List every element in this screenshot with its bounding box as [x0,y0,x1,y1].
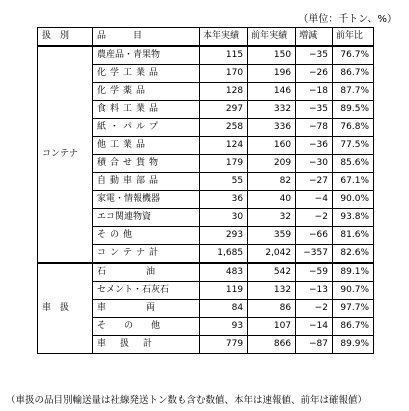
change-value: −357 [296,245,333,264]
subtotal-label: 車扱計 [93,336,200,354]
ratio-value: 97.7% [332,300,373,318]
ratio-value: 90.0% [332,191,373,209]
change-value: −13 [296,282,333,300]
change-value: −4 [296,191,333,209]
this-year-value: 36 [200,191,248,209]
item-label: 家電・情報機器 [93,191,200,209]
prev-year-value: 332 [248,101,296,119]
ratio-value: 85.6% [332,155,373,173]
category-carload: 車 扱 [38,263,93,354]
this-year-value: 1,685 [200,245,248,264]
ratio-value: 67.1% [332,173,373,191]
footnote: （車扱の品目別輸送量は社線発送トン数も含む数値、本年は速報値、前年は確報値） [6,395,368,406]
prev-year-value: 209 [248,155,296,173]
change-value: −35 [296,101,333,119]
ratio-value: 89.9% [332,336,373,354]
prev-year-value: 150 [248,46,296,65]
prev-year-value: 32 [248,209,296,227]
item-label: 食料工業品 [93,101,200,119]
header-row [38,28,374,47]
this-year-value: 179 [200,155,248,173]
this-year-value: 128 [200,83,248,101]
ratio-value: 89.5% [332,101,373,119]
prev-year-value: 196 [248,65,296,83]
change-value: −35 [296,46,333,65]
header-change: 増減 [296,28,333,47]
prev-year-value: 866 [248,336,296,354]
ratio-value: 81.6% [332,227,373,245]
this-year-value: 55 [200,173,248,191]
header-ratio: 前年比 [332,28,373,47]
this-year-value: 258 [200,119,248,137]
item-label: その他 [93,318,200,336]
ratio-value: 87.7% [332,83,373,101]
prev-year-value: 359 [248,227,296,245]
item-label: 化学薬品 [93,83,200,101]
prev-year-value: 2,042 [248,245,296,264]
header-this-year: 本年実績 [200,28,248,47]
prev-year-value: 86 [248,300,296,318]
prev-year-value: 132 [248,282,296,300]
change-value: −26 [296,65,333,83]
unit-note: （単位：千トン、%） [298,14,397,25]
this-year-value: 30 [200,209,248,227]
this-year-value: 779 [200,336,248,354]
table-row [38,263,374,282]
this-year-value: 483 [200,263,248,282]
prev-year-value: 107 [248,318,296,336]
change-value: −14 [296,318,333,336]
category-container: コンテナ [38,46,93,263]
prev-year-value: 40 [248,191,296,209]
item-label: 農産品・青果物 [93,46,200,65]
this-year-value: 84 [200,300,248,318]
change-value: −2 [296,300,333,318]
change-value: −30 [296,155,333,173]
this-year-value: 170 [200,65,248,83]
this-year-value: 297 [200,101,248,119]
change-value: −78 [296,119,333,137]
this-year-value: 115 [200,46,248,65]
ratio-value: 89.1% [332,263,373,282]
subtotal-label: コンテナ計 [93,245,200,264]
item-label: 化学工業品 [93,65,200,83]
change-value: −36 [296,137,333,155]
ratio-value: 86.7% [332,318,373,336]
header-category: 扱 別 [38,28,93,47]
prev-year-value: 336 [248,119,296,137]
item-label: 車両 [93,300,200,318]
freight-table [37,27,374,354]
prev-year-value: 146 [248,83,296,101]
item-label: 石油 [93,263,200,282]
ratio-value: 90.7% [332,282,373,300]
change-value: −59 [296,263,333,282]
prev-year-value: 160 [248,137,296,155]
item-label: エコ関連物資 [93,209,200,227]
ratio-value: 76.7% [332,46,373,65]
prev-year-value: 542 [248,263,296,282]
ratio-value: 86.7% [332,65,373,83]
this-year-value: 119 [200,282,248,300]
prev-year-value: 82 [248,173,296,191]
change-value: −27 [296,173,333,191]
ratio-value: 93.8% [332,209,373,227]
change-value: −2 [296,209,333,227]
ratio-value: 77.5% [332,137,373,155]
header-item: 品 目 [93,28,200,47]
item-label: 他工業品 [93,137,200,155]
item-label: その他 [93,227,200,245]
header-prev-year: 前年実績 [248,28,296,47]
item-label: 自動車部品 [93,173,200,191]
this-year-value: 293 [200,227,248,245]
ratio-value: 76.8% [332,119,373,137]
ratio-value: 82.6% [332,245,373,264]
change-value: −87 [296,336,333,354]
item-label: セメント・石灰石 [93,282,200,300]
item-label: 積合せ貨物 [93,155,200,173]
change-value: −18 [296,83,333,101]
item-label: 紙・パルプ [93,119,200,137]
table-row [38,46,374,65]
change-value: −66 [296,227,333,245]
this-year-value: 124 [200,137,248,155]
this-year-value: 93 [200,318,248,336]
